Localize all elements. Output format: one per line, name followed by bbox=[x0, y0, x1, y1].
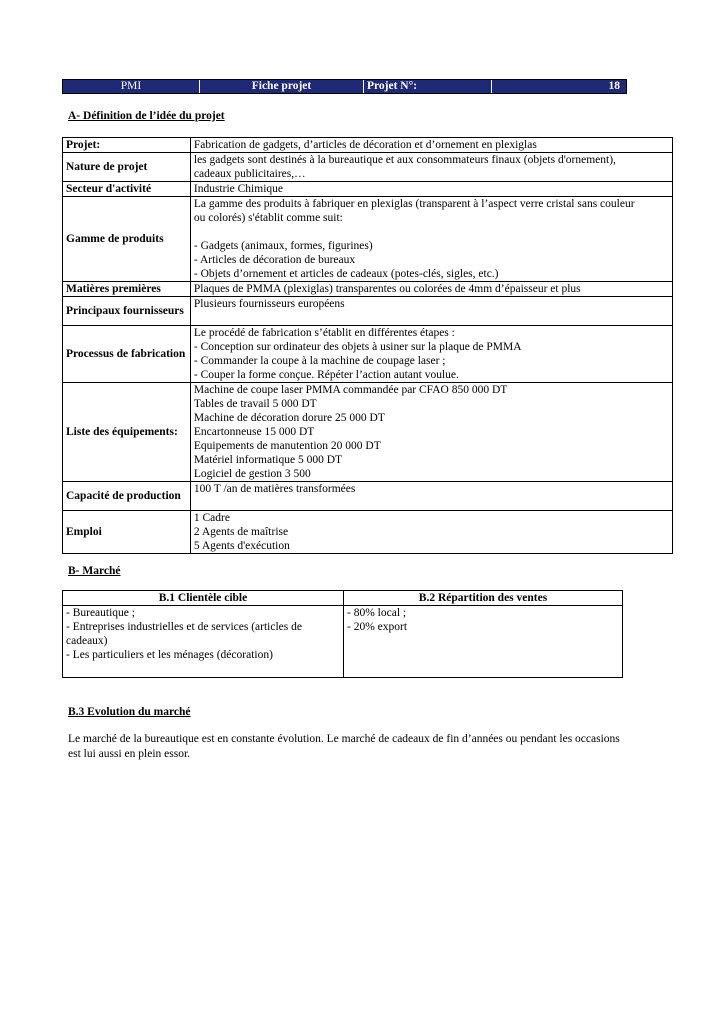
definition-row bbox=[63, 153, 673, 182]
b1-line: - Bureautique ; bbox=[66, 607, 135, 619]
definition-row bbox=[63, 511, 673, 554]
section-b3-title: B.3 Evolution du marché bbox=[68, 706, 191, 718]
row-value-line: - Couper la forme conçue. Répéter l’action autant voulue. bbox=[193, 369, 459, 381]
row-value bbox=[190, 153, 672, 182]
row-value bbox=[190, 511, 672, 554]
projet-number-label: Projet N°: bbox=[364, 80, 492, 93]
definition-row bbox=[63, 383, 673, 482]
row-value-line: - Objets d’ornement et articles de cadeaux (potes-clés, sigles, etc.) bbox=[193, 268, 499, 280]
project-definition-table bbox=[62, 137, 673, 554]
row-value-line: 100 T /an de matières transformées bbox=[193, 483, 356, 495]
row-label: Gamme de produits bbox=[63, 197, 191, 282]
row-value-line: 5 Agents d'exécution bbox=[193, 540, 290, 552]
b1-line: cadeaux) bbox=[66, 635, 108, 647]
row-value-line bbox=[194, 225, 669, 239]
row-value bbox=[190, 383, 672, 482]
b2-header: B.2 Répartition des ventes bbox=[344, 591, 623, 606]
paragraph-line: Le marché de la bureautique est en constante évolution. Le marché de cadeaux de fin d’années ou pendant les occasions bbox=[68, 733, 620, 745]
row-value-line: La gamme des produits à fabriquer en plexiglas (transparent à l’aspect verre cristal sans couleur bbox=[193, 198, 635, 210]
b2-cell bbox=[344, 606, 623, 678]
row-value-line: Tables de travail 5 000 DT bbox=[193, 398, 317, 410]
row-value-line: Plusieurs fournisseurs européens bbox=[193, 298, 345, 310]
row-label: Projet: bbox=[63, 138, 191, 153]
b2-line: - 80% local ; bbox=[347, 607, 407, 619]
b1-line: - Entreprises industrielles et de services (articles de bbox=[66, 621, 302, 633]
b2-line: - 20% export bbox=[347, 621, 408, 633]
market-evolution-paragraph bbox=[68, 732, 668, 762]
row-value-line: 2 Agents de maîtrise bbox=[193, 526, 289, 538]
b1-cell bbox=[63, 606, 344, 678]
row-label: Emploi bbox=[63, 511, 191, 554]
section-a-title: A- Définition de l’idée du projet bbox=[68, 110, 225, 122]
row-value-line bbox=[194, 311, 669, 325]
row-value-line: cadeaux publicitaires,… bbox=[193, 168, 306, 180]
row-value-line: Le procédé de fabrication s’établit en différentes étapes : bbox=[193, 327, 455, 339]
row-value bbox=[190, 197, 672, 282]
row-value-line: Matériel informatique 5 000 DT bbox=[193, 454, 343, 466]
definition-row bbox=[63, 182, 673, 197]
row-value-line: les gadgets sont destinés à la bureautique et aux consommateurs finaux (objets d'ornement), bbox=[193, 154, 616, 166]
row-value-line: Plaques de PMMA (plexiglas) transparentes ou colorées de 4mm d’épaisseur et plus bbox=[193, 283, 581, 295]
row-label: Nature de projet bbox=[63, 153, 191, 182]
row-value-line: Machine de coupe laser PMMA commandée par CFAO 850 000 DT bbox=[193, 384, 508, 396]
definition-row bbox=[63, 138, 673, 153]
row-value-line bbox=[194, 496, 669, 510]
b1-header: B.1 Clientèle cible bbox=[63, 591, 344, 606]
section-b-title: B- Marché bbox=[68, 565, 121, 577]
row-value-line: Fabrication de gadgets, d’articles de décoration et d’ornement en plexiglas bbox=[193, 139, 537, 151]
row-value-line: ou colorés) s'établit comme suit: bbox=[193, 212, 343, 224]
row-value-line: - Articles de décoration de bureaux bbox=[193, 254, 356, 266]
definition-row bbox=[63, 482, 673, 511]
definition-row bbox=[63, 197, 673, 282]
paragraph-line: est lui aussi en plein essor. bbox=[68, 748, 191, 760]
market-table bbox=[62, 590, 623, 678]
row-value-line: - Commander la coupe à la machine de coupage laser ; bbox=[193, 355, 446, 367]
row-value-line: 1 Cadre bbox=[193, 512, 230, 524]
definition-row bbox=[63, 326, 673, 383]
project-header-bar bbox=[62, 79, 627, 94]
row-value bbox=[190, 326, 672, 383]
row-value-line: Equipements de manutention 20 000 DT bbox=[193, 440, 381, 452]
fiche-projet-label: Fiche projet bbox=[200, 80, 364, 93]
row-label: Principaux fournisseurs bbox=[63, 297, 191, 326]
b1-line: - Les particuliers et les ménages (décoration) bbox=[66, 649, 273, 661]
row-value-line: Encartonneuse 15 000 DT bbox=[193, 426, 315, 438]
projet-number-value: 18 bbox=[608, 80, 620, 92]
row-value-line: Machine de décoration dorure 25 000 DT bbox=[193, 412, 385, 424]
row-label: Capacité de production bbox=[63, 482, 191, 511]
row-value bbox=[190, 282, 672, 297]
row-value bbox=[190, 182, 672, 197]
row-value-line: Logiciel de gestion 3 500 bbox=[193, 468, 311, 480]
row-value bbox=[190, 482, 672, 511]
row-value-line: - Conception sur ordinateur des objets à usiner sur la plaque de PMMA bbox=[193, 341, 522, 353]
pmi-label: PMI bbox=[63, 80, 200, 93]
row-label: Liste des équipements: bbox=[63, 383, 191, 482]
row-value bbox=[190, 138, 672, 153]
row-value-line: Industrie Chimique bbox=[193, 183, 283, 195]
row-label: Processus de fabrication bbox=[63, 326, 191, 383]
row-label: Matières premières bbox=[63, 282, 191, 297]
row-value bbox=[190, 297, 672, 326]
definition-row bbox=[63, 297, 673, 326]
row-label: Secteur d'activité bbox=[63, 182, 191, 197]
definition-row bbox=[63, 282, 673, 297]
row-value-line: - Gadgets (animaux, formes, figurines) bbox=[193, 240, 373, 252]
